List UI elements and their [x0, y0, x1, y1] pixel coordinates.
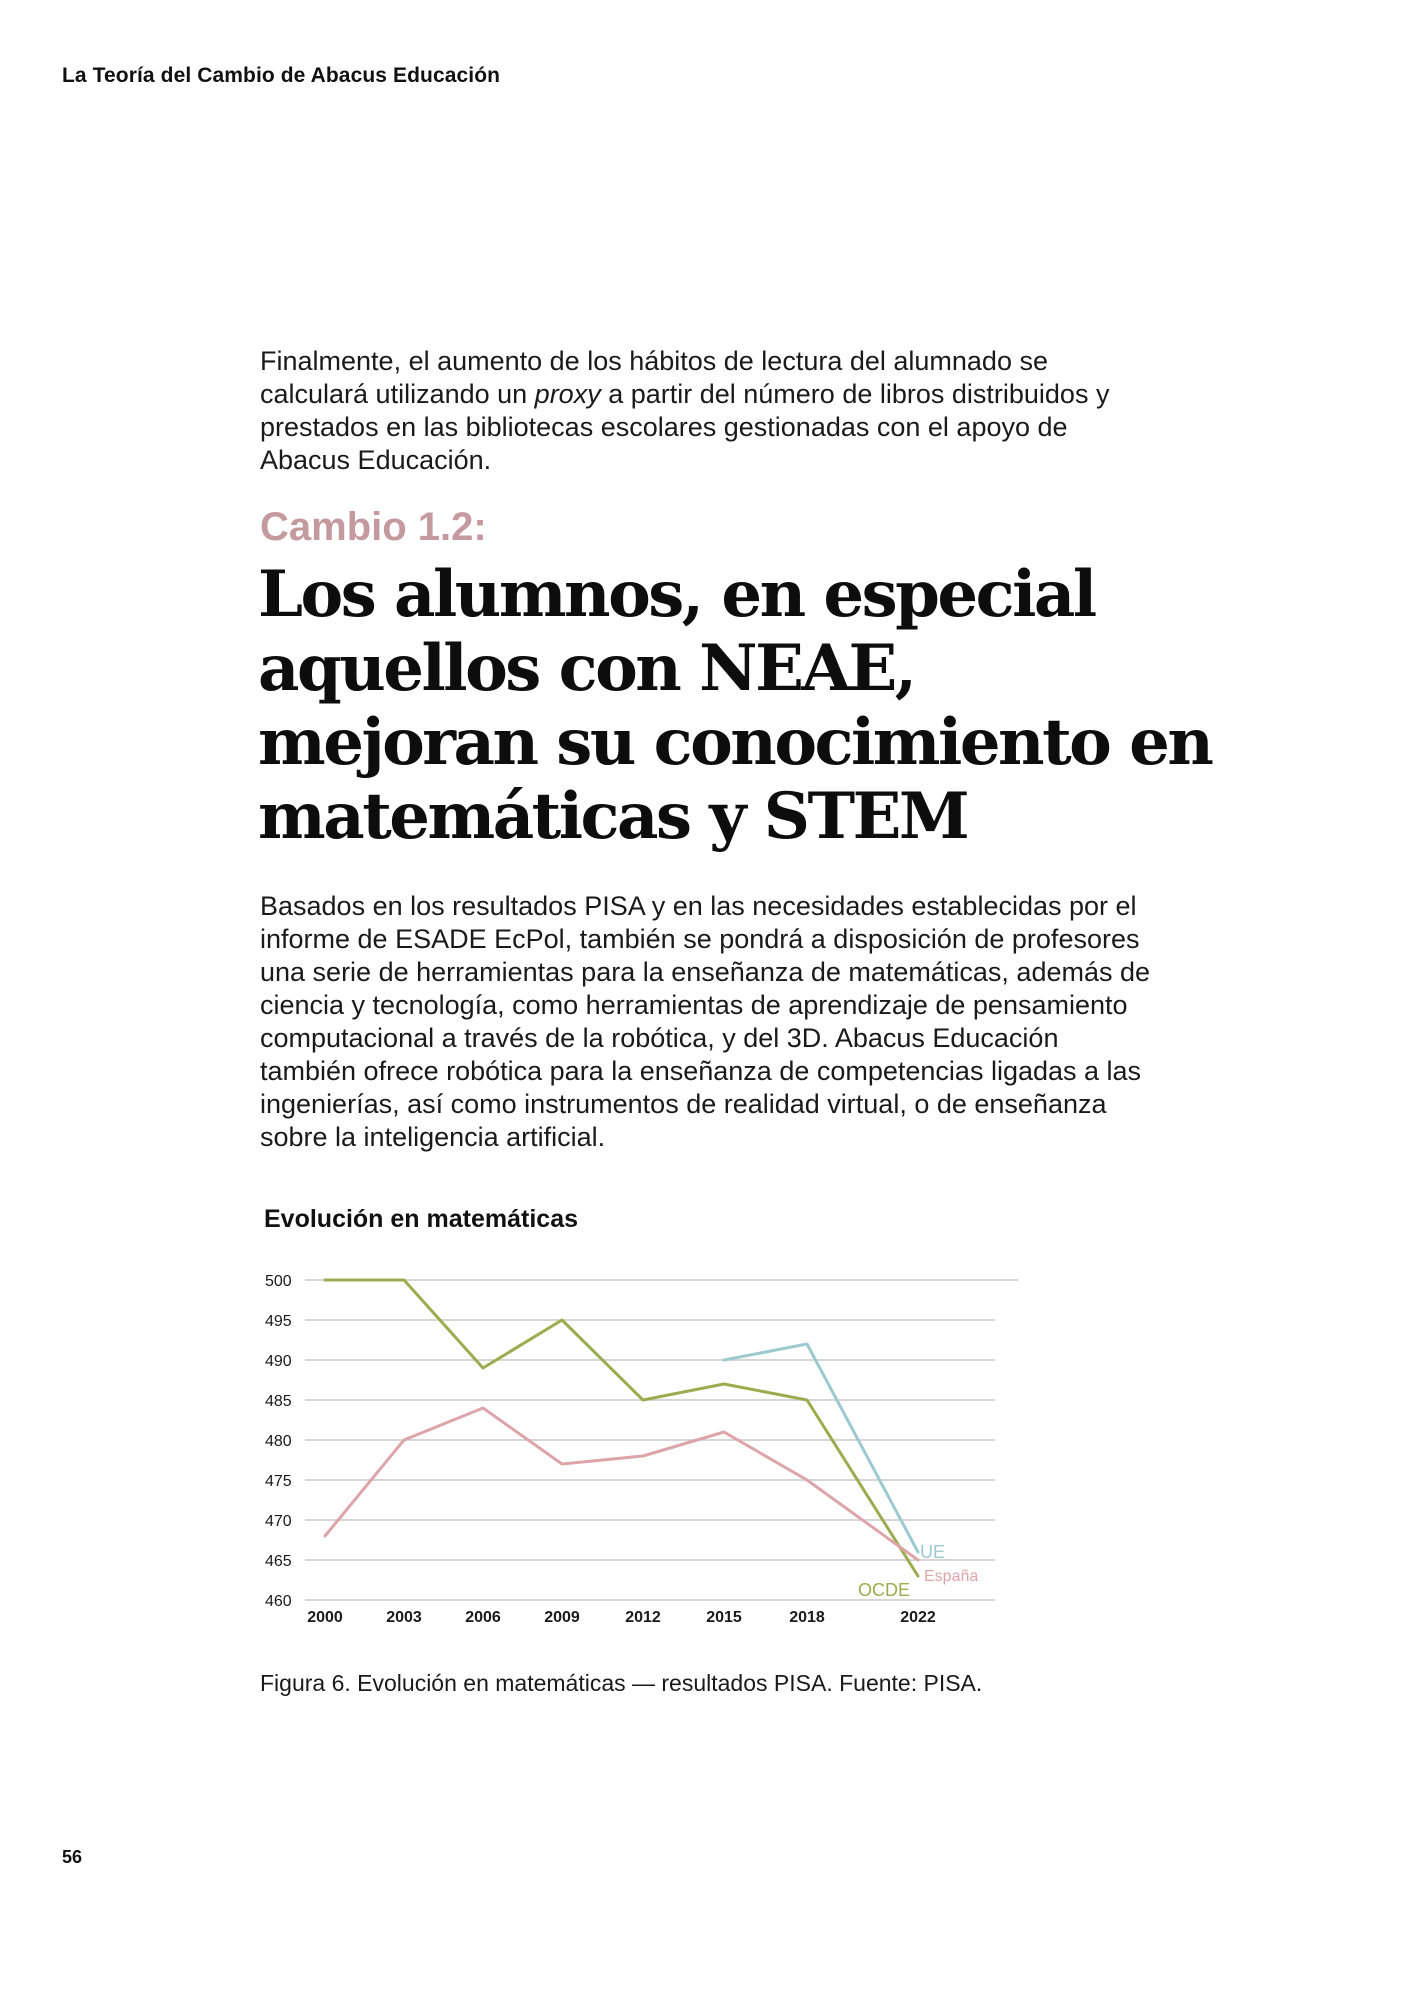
headline: [258, 558, 1218, 854]
y-tick-label: 500: [265, 1273, 292, 1290]
x-tick-label: 2003: [386, 1609, 422, 1626]
headline-line: mejoran su conocimiento en: [258, 705, 1212, 780]
y-tick-label: 475: [265, 1473, 292, 1490]
series-line-espana: [325, 1408, 918, 1560]
series-label-espana: España: [924, 1568, 979, 1585]
headline-line: matemáticas y STEM: [258, 779, 968, 854]
headline-line: Los alumnos, en especial: [258, 557, 1095, 632]
x-tick-label: 2015: [706, 1609, 742, 1626]
series-label-ue: UE: [920, 1542, 946, 1562]
x-tick-label: 2000: [307, 1609, 343, 1626]
body-paragraph: Basados en los resultados PISA y en las necesidades establecidas por el informe de ESADE EcPol, también se pondrá a disposición de profesores una serie de herramientas para la enseñanza de matemáticas, además de ciencia y tecnología, como herramientas de aprendizaje de pensamiento computacional a través de la robótica, y del 3D. Abacus Educación también ofrece robótica para la enseñanza de competencias ligadas a las ingenierías, así como instrumentos de realidad virtual, o de enseñanza sobre la inteligencia artificial.: [260, 891, 1151, 1152]
y-tick-label: 495: [265, 1313, 292, 1330]
page-number: 56: [62, 1847, 83, 1867]
y-tick-label: 470: [265, 1513, 292, 1530]
intro-paragraph: Finalmente, el aumento de los hábitos de lectura del alumnado se calculará utilizando un proxy a partir del número de libros distribuidos y prestados en las bibliotecas escolares gestionadas con el apoyo de Abacus Educación.: [260, 346, 1110, 475]
series-label-ocde: OCDE: [857, 1580, 910, 1600]
x-tick-label: 2012: [625, 1609, 661, 1626]
x-tick-label: 2006: [465, 1609, 501, 1626]
x-tick-label: 2018: [789, 1609, 825, 1626]
x-tick-label: 2009: [544, 1609, 580, 1626]
y-tick-label: 465: [265, 1553, 292, 1570]
running-header: La Teoría del Cambio de Abacus Educación: [62, 64, 501, 87]
series-line-ocde: [325, 1280, 918, 1576]
change-label: Cambio 1.2:: [260, 505, 487, 549]
proxy-term: proxy: [534, 379, 601, 409]
series-line-ue: [724, 1344, 918, 1552]
y-tick-label: 460: [265, 1593, 292, 1610]
y-tick-label: 490: [265, 1353, 292, 1370]
y-tick-label: 480: [265, 1433, 292, 1450]
figure-caption: Figura 6. Evolución en matemáticas — resultados PISA. Fuente: PISA.: [260, 1670, 983, 1696]
chart-title: Evolución en matemáticas: [264, 1205, 579, 1233]
y-tick-label: 485: [265, 1393, 292, 1410]
headline-line: aquellos con NEAE,: [258, 631, 915, 706]
x-tick-label: 2022: [900, 1609, 936, 1626]
